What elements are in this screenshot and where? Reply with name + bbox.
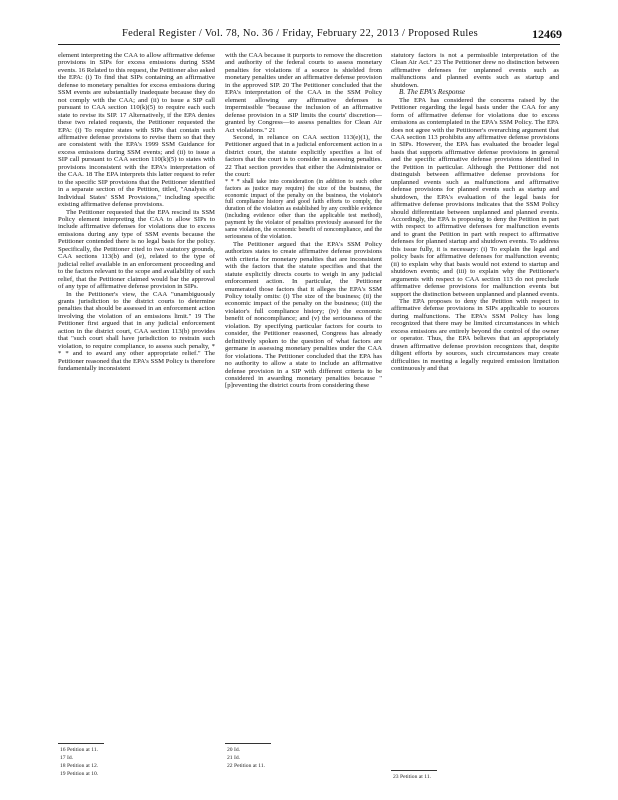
paragraph: element interpreting the CAA to allow affirmative defense provisions in SIPs for excess emissions during SSM events. 16 Related to this request, the Petitioner also asked the EPA: (i) To find that SIPs containing an affirmative defense to monetary penalties for excess emissions during SSM events are substantially inadequate because they do not comply with the CAA; and (ii) to issue a SIP call pursuant to CAA section 110(k)(5) to require each such state to revise its SIP. 17 Alternatively, if the EPA denies these two related requests, the Petitioner requested the EPA: (i) To require states with SIPs that contain such affirmative defense provisions to revise them so that they are consistent with the EPA's 1999 SSM Guidance for excess emissions during SSM events; and (ii) to issue a SIP call pursuant to CAA section 110(k)(5) to states with provisions inconsistent with the EPA's interpretation of the CAA. 18 The EPA interprets this latter request to refer to the specific SIP provisions that the Petitioner identified in a separate section of the Petition, titled, "Analysis of Individual States' SSM Provisions," including specific existing affirmative defense provisions.: [58, 52, 215, 209]
footnote: 22 Petition at 11.: [227, 763, 266, 769]
paragraph: The Petitioner requested that the EPA rescind its SSM Policy element interpreting the CAA to allow SIPs to include affirmative defenses for violations due to excess emissions during any type of SSM events because the Petitioner contended there is no legal basis for the policy. Specifically, the Petitioner cited to two statutory grounds, CAA sections 113(b) and (e), related to the type of judicial relief available in an enforcement proceeding and to the factors relevant to the scope and availability of such relief, that the Petitioner claimed would bar the approval of any type of affirmative defense provision in SIPs.: [58, 208, 215, 291]
paragraph: statutory factors is not a permissible interpretation of the Clean Air Act." 23 The Petitioner drew no distinction between affirmative defenses for unplanned events such as malfunctions and planned events such as startup and shutdown.: [391, 52, 559, 89]
footnote: 19 Petition at 10.: [60, 771, 99, 777]
column-3: [391, 52, 559, 372]
footnote: 23 Petition at 11.: [393, 774, 432, 780]
footnote-rule: [225, 743, 271, 744]
running-header: Federal Register / Vol. 78, No. 36 / Friday, February 22, 2013 / Proposed Rules: [122, 28, 478, 39]
paragraph: Second, in reliance on CAA section 113(e)(1), the Petitioner argued that in a judicial enforcement action in a district court, the statute explicitly specifies a list of factors that the court is to consider in assessing penalties. 22 That section provides that either the Administrator or the court:: [225, 133, 382, 179]
page-number: 12469: [532, 27, 562, 41]
footnote: 17 Id.: [60, 755, 74, 761]
footnote-rule: [58, 743, 104, 744]
footnotes-column-3: [393, 773, 431, 781]
footnote: 18 Petition at 12.: [60, 763, 99, 769]
footnote-rule: [391, 770, 437, 771]
header-rule: [58, 44, 560, 45]
footnote: 16 Petition at 11.: [60, 747, 99, 753]
block-quote: * * * shall take into consideration (in addition to such other factors as justice may require) the size of the business, the economic impact of the penalty on the business, the violator's full compliance history and good faith efforts to comply, the duration of the violation as established by any credible evidence (including evidence other than the applicable test method), payment by the violator of penalties previously assessed for the same violation, the economic benefit of noncompliance, and the seriousness of the violation.: [225, 178, 382, 240]
paragraph: with the CAA because it purports to remove the discretion and authority of the federal courts to assess monetary penalties for violations if a source is shielded from monetary penalties under an affirmative defense provision in the approved SIP. 20 The Petitioner concluded that the EPA's interpretation of the CAA in the SSM Policy element allowing any affirmative defenses is impermissible "because the inclusion of an affirmative defense provision in a SIP limits the courts' discretion—granted by Congress—to assess penalties for Clean Air Act violations." 21: [225, 52, 382, 134]
paragraph: The EPA has considered the concerns raised by the Petitioner regarding the legal basis under the CAA for any form of affirmative defense for violations due to excess emissions as contemplated in the EPA's SSM Policy. The EPA does not agree with the Petitioner's overarching argument that CAA section 113 prohibits any affirmative defense provisions in SIPs. However, the EPA has evaluated the broader legal basis that supports affirmative defense provisions in general and the specific affirmative defense provisions identified in the Petition in particular. Although the Petitioner did not distinguish between affirmative defense provisions for unplanned events such as malfunctions and affirmative defense provisions for planned events such as startup and shutdown, the EPA's evaluation of the legal basis for affirmative defense provisions indicates that the SSM Policy should differentiate between unplanned and planned events. Accordingly, the EPA is proposing to deny the Petition in part with respect to affirmative defenses for malfunction events and to grant the Petition in part with respect to affirmative defenses for planned startup and shutdown events. To address this issue fully, it is necessary: (i) To explain the legal and policy basis for affirmative defenses for malfunction events; (ii) to explain why that basis would not extend to startup and shutdown events; and (iii) to explain why the Petitioner's arguments with respect to CAA section 113 do not preclude affirmative defense provisions for malfunction events but support the distinction between unplanned and planned events.: [391, 96, 559, 298]
section-heading: B. The EPA's Response: [399, 88, 466, 97]
footnote: 20 Id.: [227, 747, 241, 753]
paragraph: The Petitioner argued that the EPA's SSM Policy authorizes states to create affirmative defense provisions with criteria for monetary penalties that are inconsistent with the factors that the statute specifies and that the statute explicitly directs courts to weigh in any judicial enforcement action. In particular, the Petitioner enumerated those factors that it alleges the EPA's SSM Policy totally omits: (i) The size of the business; (ii) the economic impact of the penalty on the business; (iii) the violator's full compliance history; (iv) the economic benefit of noncompliance; and (v) the seriousness of the violation. By specifying particular factors for courts to consider, the Petitioner reasoned, Congress has already definitively spoken to the question of what factors are germane in assessing monetary penalties under the CAA for violations. The Petitioner concluded that the EPA has no authority to allow a state to include an affirmative defense provision in a SIP with different criteria to be considered in awarding monetary penalties because "[p]reventing the district courts from considering these: [225, 240, 382, 390]
column-1: [58, 52, 215, 372]
footnote: 21 Id.: [227, 755, 241, 761]
footnotes-column-2: [227, 746, 265, 770]
paragraph: The EPA proposes to deny the Petition with respect to affirmative defense provisions in SIPs applicable to sources during malfunctions. The EPA's SSM Policy has long recognized that there may be limited circumstances in which excess emissions are entirely beyond the control of the owner or operator. Thus, the EPA believes that an appropriately drawn affirmative defense provision recognizes that, despite diligent efforts by sources, such circumstances may create difficulties in meeting a legally required emission limitation continuously and that: [391, 297, 559, 373]
column-2: [225, 52, 382, 390]
footnotes-column-1: [60, 746, 98, 778]
paragraph: In the Petitioner's view, the CAA "unambiguously grants jurisdiction to the district courts to determine penalties that should be assessed in an enforcement action involving the violation of an emissions limit." 19 The Petitioner first argued that in any judicial enforcement action in the district court, CAA section 113(b) provides that "such court shall have jurisdiction to restrain such violation, to require compliance, to assess such penalty, * * * and to award any other appropriate relief." The Petitioner reasoned that the EPA's SSM Policy is therefore fundamentally inconsistent: [58, 290, 215, 373]
page-header: [58, 27, 562, 42]
